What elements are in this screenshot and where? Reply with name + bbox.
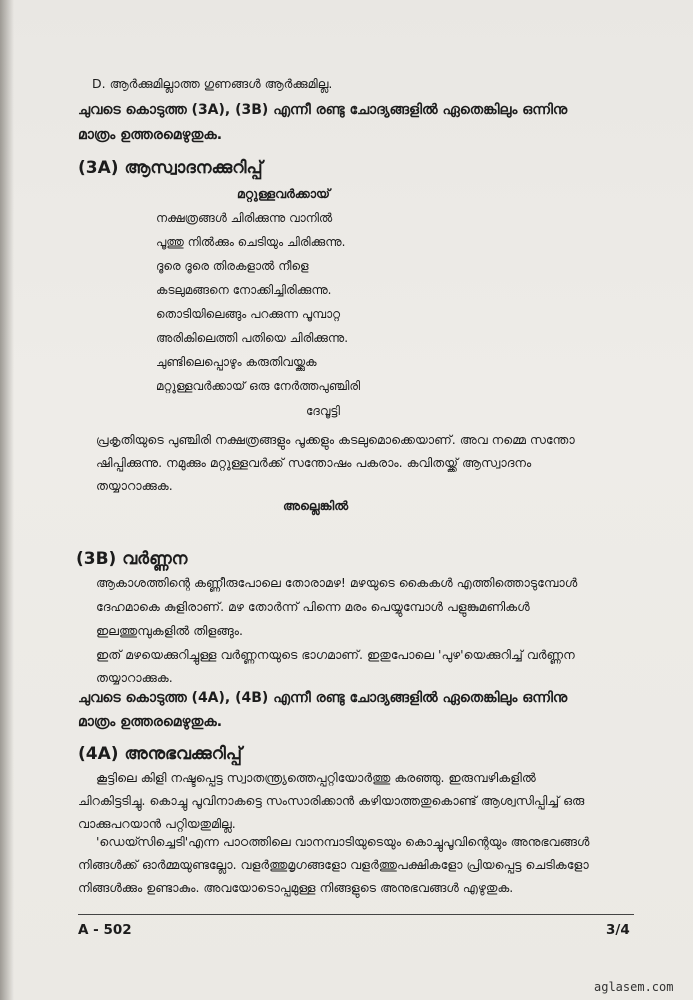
q4a-line: നിങ്ങൾക്കും ഉണ്ടാകും. അവയോടൊപ്പമുള്ള നിങ്ങളുടെ അനുഭവങ്ങൾ എഴുതുക. bbox=[78, 880, 514, 895]
footer-divider bbox=[78, 914, 634, 915]
q3a-task-line: ഷിപ്പിക്കുന്നു. നമുക്കും മറ്റുള്ളവർക്ക് സന്തോഷം പകരാം. കവിതയ്ക്ക് ആസ്വാദനം bbox=[96, 455, 532, 470]
q4a-line: ചിറകിട്ടടിച്ചു. കൊച്ചു പൂവിനാകട്ടെ സംസാരിക്കാൻ കഴിയാത്തതുകൊണ്ട് ആശ്വസിപ്പിച്ച് ഒരു bbox=[78, 793, 585, 808]
instruction-3-line1: ചുവടെ കൊടുത്ത (3A), (3B) എന്നീ രണ്ടു ചോദ്യങ്ങളിൽ ഏതെങ്കിലും ഒന്നിനു bbox=[78, 102, 568, 118]
q4a-line: 'ഡെയ്സിച്ചെടി'എന്ന പാഠത്തിലെ വാനമ്പാടിയുടെയും കൊച്ചുപൂവിന്റെയും അനുഭവങ്ങൾ bbox=[96, 834, 590, 849]
q3b-line: ഇത് മഴയെക്കുറിച്ചുള്ള വർണ്ണനയുടെ ഭാഗമാണ്. ഇതുപോലെ 'പുഴ'യെക്കുറിച്ച് വർണ്ണന bbox=[96, 647, 575, 662]
poem-line: അരികിലെത്തി പതിയെ ചിരിക്കുന്നു. bbox=[156, 331, 349, 345]
q3b-line: ഇലത്തുമ്പുകളിൽ തിളങ്ങും. bbox=[96, 623, 243, 638]
watermark: aglasem.com bbox=[594, 980, 674, 994]
instruction-3-line2: മാത്രം ഉത്തരമെഴുതുക. bbox=[78, 127, 223, 143]
poem-line: മറ്റുള്ളവർക്കായ് ഒരു നേർത്തപുഞ്ചിരി bbox=[156, 379, 361, 393]
poem-line: ചുണ്ടിലെപ്പൊഴും കരുതിവയ്ക്കുക bbox=[156, 355, 317, 369]
q3a-heading: (3A) ആസ്വാദനക്കുറിപ്പ് bbox=[78, 158, 263, 178]
q3b-line: തയ്യാറാക്കുക. bbox=[96, 670, 173, 685]
poem-line: നക്ഷത്രങ്ങൾ ചിരിക്കുന്നു വാനിൽ bbox=[156, 211, 333, 225]
poem-title: മറ്റുള്ളവർക്കായ് bbox=[237, 186, 330, 201]
q3b-heading: (3B) വർണ്ണന bbox=[76, 549, 188, 569]
q4a-line: നിങ്ങൾക്ക് ഓർമ്മയുണ്ടല്ലോ. വളർത്തുമൃഗങ്ങളോ വളർത്തുപക്ഷികളോ പ്രിയപ്പെട്ട ചെടികളോ bbox=[78, 857, 589, 872]
q4a-line: വാക്കുപറയാൻ പറ്റിയതുമില്ല. bbox=[78, 816, 236, 831]
q4a-heading: (4A) അനുഭവക്കുറിപ്പ് bbox=[78, 744, 242, 764]
instruction-4-line2: മാത്രം ഉത്തരമെഴുതുക. bbox=[78, 714, 223, 730]
option-d-line: D. ആർക്കുമില്ലാത്ത ഗുണങ്ങൾ ആർക്കുമില്ല. bbox=[92, 76, 333, 91]
paper-code: A - 502 bbox=[78, 922, 132, 938]
q3b-line: ആകാശത്തിന്റെ കണ്ണീരുപോലെ തോരാമഴ! മഴയുടെ കൈകൾ എത്തിത്തൊടുമ്പോൾ bbox=[96, 575, 578, 590]
instruction-4-line1: ചുവടെ കൊടുത്ത (4A), (4B) എന്നീ രണ്ടു ചോദ്യങ്ങളിൽ ഏതെങ്കിലും ഒന്നിനു bbox=[78, 690, 568, 706]
poem-line: ദൂരെ ദൂരെ തിരകളാൽ നീളെ bbox=[156, 259, 309, 273]
or-label: അല്ലെങ്കിൽ bbox=[283, 498, 349, 513]
poet-name: ദേവൂട്ടി bbox=[306, 404, 341, 418]
q3b-line: ദേഹമാകെ കുളിരാണ്. മഴ തോർന്ന് പിന്നെ മരം പെയ്യുമ്പോൾ പളുങ്കുമണികൾ bbox=[96, 599, 530, 614]
poem-line: പൂത്തു നിൽക്കും ചെടിയും ചിരിക്കുന്നു. bbox=[156, 235, 346, 249]
q3a-task-line: തയ്യാറാക്കുക. bbox=[96, 478, 173, 493]
poem-line: കടലുമങ്ങനെ നോക്കിച്ചിരിക്കുന്നു. bbox=[156, 283, 332, 297]
poem-line: തൊടിയിലെങ്ങും പറക്കുന്ന പൂമ്പാറ്റ bbox=[156, 307, 341, 321]
page-shadow bbox=[0, 0, 14, 1000]
page-number: 3/4 bbox=[606, 922, 630, 938]
q3a-task-line: പ്രകൃതിയുടെ പുഞ്ചിരി നക്ഷത്രങ്ങളും പൂക്കളും കടലുമൊക്കെയാണ്. അവ നമ്മെ സന്തോ bbox=[96, 432, 575, 447]
q4a-line: കൂട്ടിലെ കിളി നഷ്ടപ്പെട്ട സ്വാതന്ത്ര്യത്തെപ്പറ്റിയോർത്തു കരഞ്ഞു. ഇരുമ്പഴികളിൽ bbox=[96, 770, 536, 785]
